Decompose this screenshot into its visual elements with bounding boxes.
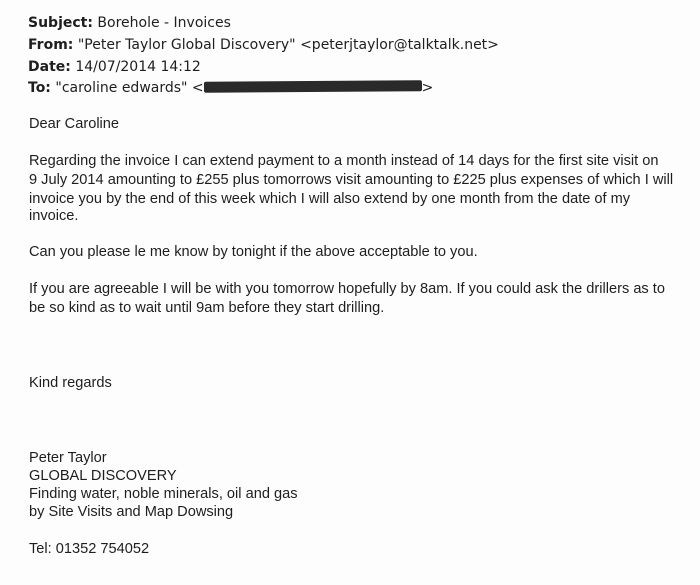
paragraph-3-line-2: be so kind as to wait until 9am before they start drilling.: [29, 300, 385, 316]
greeting: Dear Caroline: [29, 116, 120, 132]
paragraph-2: Can you please le me know by tonight if the above acceptable to you.: [29, 244, 478, 260]
to-label: To:: [28, 80, 51, 96]
paragraph-1-line-2: 9 July 2014 amounting to £255 plus tomorrows visit amounting to £225 plus expenses of which I will: [29, 172, 674, 188]
signature-tel: Tel: 01352 754052: [29, 541, 150, 557]
subject-label: Subject:: [28, 15, 93, 31]
from-value: "Peter Taylor Global Discovery" <peterjtaylor@talktalk.net>: [77, 37, 499, 53]
to-value: "caroline edwards" <: [55, 80, 204, 96]
from-line: [28, 36, 499, 54]
date-line: [28, 58, 201, 76]
to-close: >: [421, 80, 434, 96]
signature-name: Peter Taylor: [29, 450, 107, 466]
signature-company: GLOBAL DISCOVERY: [29, 468, 177, 484]
from-label: From:: [28, 37, 74, 53]
paragraph-1-line-1: Regarding the invoice I can extend payment to a month instead of 14 days for the first site visit on: [29, 153, 659, 169]
paragraph-3-line-1: If you are agreeable I will be with you tomorrow hopefully by 8am. If you could ask the drillers as to: [29, 281, 665, 297]
subject-line: [28, 14, 231, 32]
redaction-mark: [204, 80, 422, 93]
paragraph-1-line-4: invoice.: [29, 208, 79, 224]
signature-tagline-2: by Site Visits and Map Dowsing: [29, 504, 234, 520]
date-label: Date:: [28, 59, 71, 75]
subject-value: Borehole - Invoices: [97, 15, 231, 31]
signature-tagline-1: Finding water, noble minerals, oil and gas: [29, 486, 298, 502]
to-line: [28, 79, 433, 97]
paragraph-1-line-3: invoice you by the end of this week which I will also extend by one month from the date of my: [29, 191, 631, 207]
date-value: 14/07/2014 14:12: [75, 59, 201, 75]
closing: Kind regards: [29, 375, 112, 391]
